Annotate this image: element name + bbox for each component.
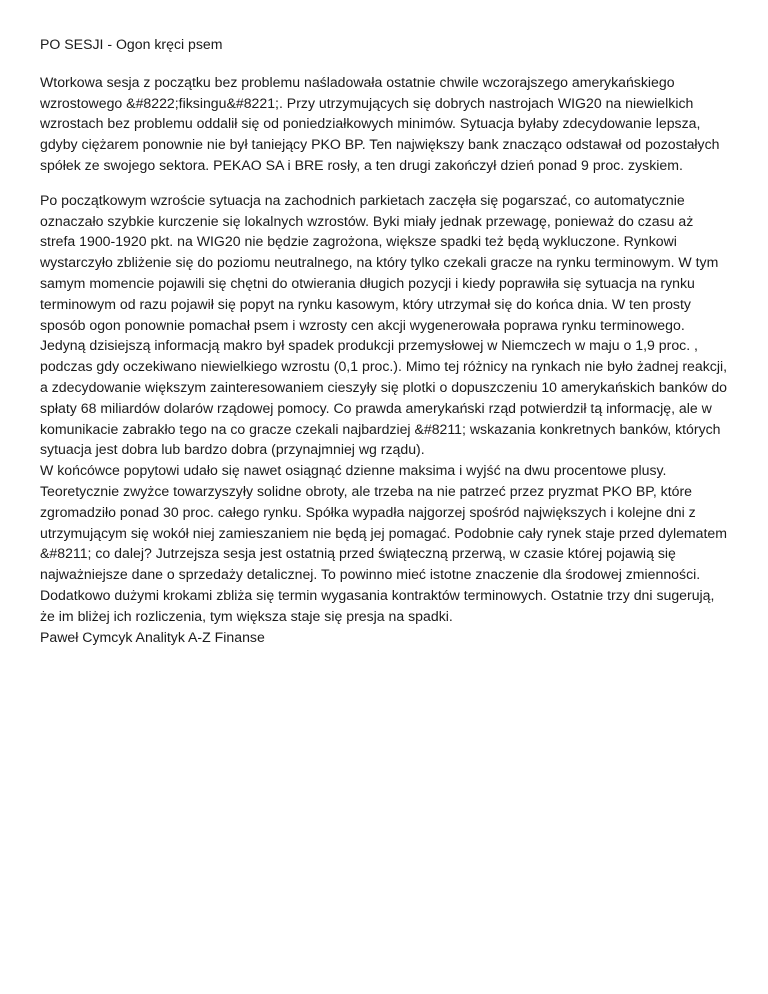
- author-signature: Paweł Cymcyk Analityk A-Z Finanse: [40, 628, 265, 645]
- paragraph-1: Wtorkowa sesja z początku bez problemu naśladowała ostatnie chwile wczorajszego amerykańskiego wzrostowego &#8222;fiksingu&#8221;. Przy utrzymujących się dobrych nastrojach WIG20 na niewielkich wzrostach bez problemu oddalił się od poniedziałkowych minimów. Sytuacja byłaby zdecydowanie lepsza, gdyby ciężarem ponownie nie był taniejący PKO BP. Ten największy bank znacząco odstawał od pozostałych spółek ze swojego sektora. PEKAO SA i BRE rosły, a ten drugi zakończył dzień ponad 9 proc. zyskiem.: [40, 73, 720, 173]
- paragraph-4: W końcówce popytowi udało się nawet osiągnąć dzienne maksima i wyjść na dwu procentowe plusy. Teoretycznie zwyżce towarzyszyły solidne obroty, ale trzeba na nie patrzeć przez pryzmat PKO BP, które zgromadziło ponad 30 proc. całego rynku. Spółka wypadła najgorzej spośród największych i kolejne dni z utrzymującym się wokół niej zamieszaniem nie będą jej pomagać. Podobnie cały rynek staje przed dylematem &#8211; co dalej? Jutrzejsza sesja jest ostatnią przed świąteczną przerwą, w czasie której pojawią się najważniejsze dane o sprzedaży detalicznej. To powinno mieć istotne znaczenie dla środowej zmienności. Dodatkowo dużymi krokami zbliża się termin wygasania kontraktów terminowych. Ostatnie trzy dni sugerują, że im bliżej ich rozliczenia, tym większa staje się presja na spadki.: [40, 462, 728, 624]
- paragraph-2: Po początkowym wzroście sytuacja na zachodnich parkietach zaczęła się pogarszać, co automatycznie oznaczało szybkie kurczenie się lokalnych wzrostów. Byki miały jednak przewagę, ponieważ do czasu aż strefa 1900-1920 pkt. na WIG20 nie będzie zagrożona, większe spadki też będą wykluczone. Rynkowi wystarczyło zbliżenie się do poziomu neutralnego, na który tylko czekali gracze na rynku terminowym. W tym samym momencie pojawili się chętni do otwierania długich pozycji i kiedy poprawiła się sytuacja na rynku terminowym od razu pojawił się popyt na rynku kasowym, który utrzymał się do końca dnia. W ten prosty sposób ogon ponownie pomachał psem i wzrosty cen akcji wygenerowała poprawa rynku terminowego.: [40, 191, 719, 333]
- document-title: PO SESJI - Ogon kręci psem: [40, 36, 223, 52]
- document-page: [40, 34, 732, 647]
- paragraph-3: Jedyną dzisiejszą informacją makro był spadek produkcji przemysłowej w Niemczech w maju o 1,9 proc. , podczas gdy oczekiwano niewielkiego wzrostu (0,1 proc.). Mimo tej różnicy na rynkach nie było żadnej reakcji, a zdecydowanie większym zainteresowaniem cieszyły się plotki o dopuszczeniu 10 amerykańskich banków do spłaty 68 miliardów dolarów rządowej pomocy. Co prawda amerykański rząd potwierdził tą informację, ale w komunikacie zabrakło tego na co gracze czekali najbardziej &#8211; wskazania konkretnych banków, których sytuacja jest dobra lub bardzo dobra (przynajmniej wg rządu).: [40, 337, 728, 458]
